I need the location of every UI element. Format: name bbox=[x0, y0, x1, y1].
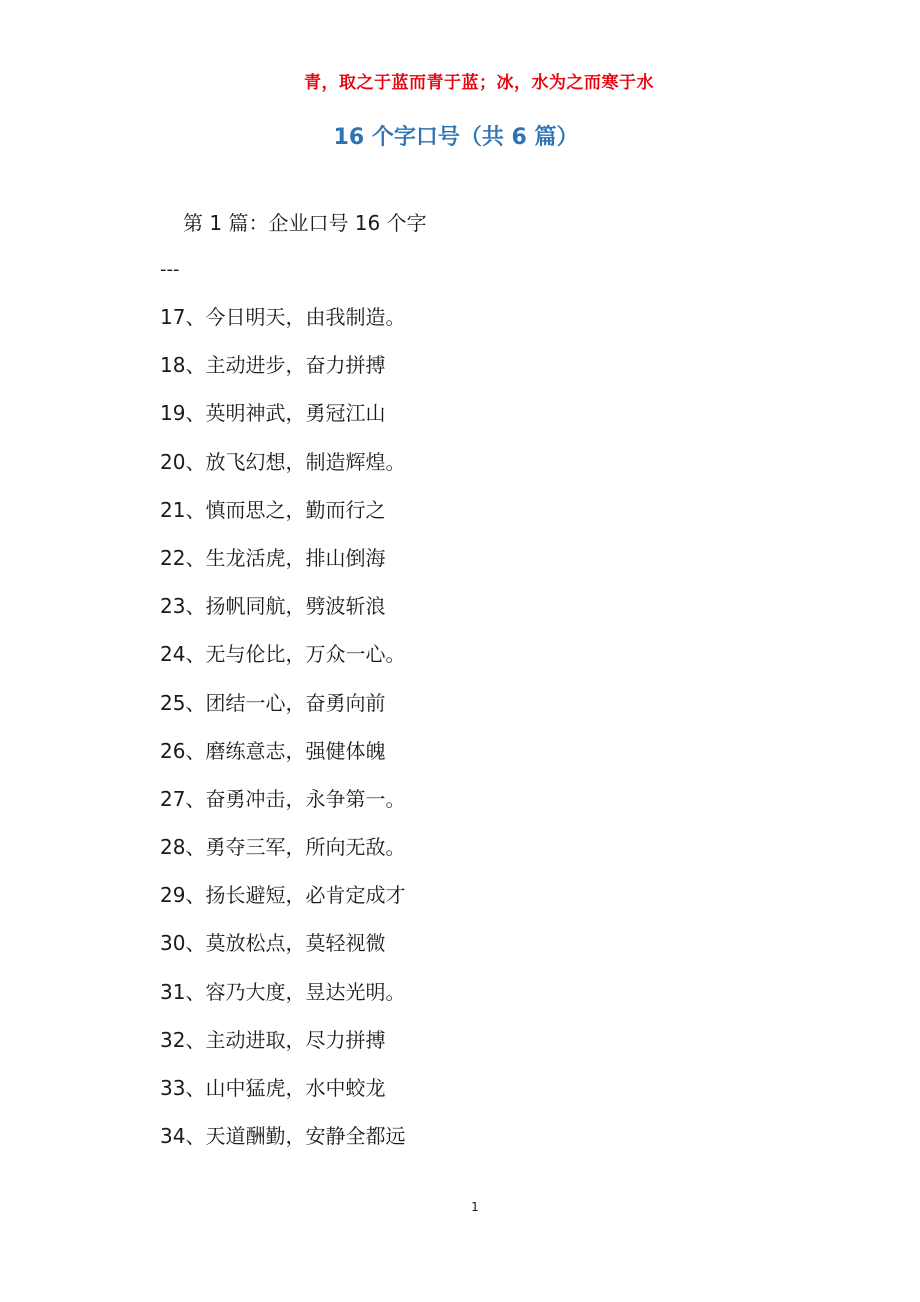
slogan-number: 30、 bbox=[160, 931, 206, 956]
slogan-text: 放飞幻想，制造辉煌。 bbox=[205, 449, 406, 474]
slogan-list bbox=[160, 303, 405, 1170]
slogan-number: 18、 bbox=[160, 353, 206, 378]
slogan-number: 25、 bbox=[160, 690, 206, 715]
slogan-text: 生龙活虎，排山倒海 bbox=[205, 545, 386, 570]
list-item bbox=[160, 496, 405, 544]
list-item bbox=[160, 448, 405, 496]
slogan-text: 今日明天，由我制造。 bbox=[205, 305, 406, 329]
list-item bbox=[160, 399, 405, 447]
list-item bbox=[160, 592, 405, 640]
slogan-text: 扬长避短，必肯定成才 bbox=[205, 883, 406, 908]
slogan-text: 主动进步，奋力拼搏 bbox=[205, 353, 386, 378]
list-item bbox=[160, 785, 405, 833]
slogan-number: 27、 bbox=[160, 786, 206, 811]
document-title: 16 个字口号（共 6 篇） bbox=[333, 125, 579, 150]
list-item bbox=[160, 881, 405, 929]
slogan-number: 23、 bbox=[160, 594, 206, 619]
slogan-text: 天道酬勤，安静全都远 bbox=[205, 1124, 406, 1149]
list-item bbox=[160, 544, 405, 592]
slogan-number: 34、 bbox=[160, 1124, 206, 1149]
slogan-text: 团结一心，奋勇向前 bbox=[205, 690, 386, 715]
slogan-number: 26、 bbox=[160, 738, 206, 763]
slogan-text: 莫放松点，莫轻视微 bbox=[205, 931, 386, 956]
slogan-number: 31、 bbox=[160, 979, 206, 1004]
page-number: 1 bbox=[471, 1200, 479, 1214]
slogan-number: 32、 bbox=[160, 1027, 206, 1052]
slogan-text: 容乃大度，昱达光明。 bbox=[205, 979, 406, 1004]
list-item bbox=[160, 1026, 405, 1074]
slogan-text: 奋勇冲击，永争第一。 bbox=[205, 786, 406, 811]
slogan-number: 33、 bbox=[160, 1076, 206, 1100]
slogan-text: 勇夺三军，所向无敌。 bbox=[205, 835, 406, 860]
slogan-number: 28、 bbox=[160, 835, 206, 860]
list-item bbox=[160, 737, 405, 785]
slogan-text: 山中猛虎，水中蛟龙 bbox=[205, 1076, 386, 1100]
list-item bbox=[160, 978, 405, 1026]
list-item bbox=[160, 929, 405, 977]
list-item bbox=[160, 303, 405, 351]
slogan-text: 英明神武，勇冠江山 bbox=[205, 401, 386, 426]
slogan-text: 磨练意志，强健体魄 bbox=[205, 738, 386, 763]
slogan-text: 扬帆同航，劈波斩浪 bbox=[205, 594, 386, 619]
slogan-number: 29、 bbox=[160, 883, 206, 908]
list-item bbox=[160, 689, 405, 737]
slogan-number: 24、 bbox=[160, 642, 206, 667]
slogan-number: 20、 bbox=[160, 449, 206, 474]
list-item bbox=[160, 640, 405, 688]
separator-line: --- bbox=[160, 259, 180, 280]
slogan-number: 19、 bbox=[160, 401, 206, 426]
header-motto: 青，取之于蓝而青于蓝；冰，水为之而寒于水 bbox=[304, 73, 654, 93]
slogan-number: 21、 bbox=[160, 497, 206, 522]
slogan-text: 主动进取，尽力拼搏 bbox=[205, 1027, 386, 1052]
slogan-text: 慎而思之，勤而行之 bbox=[205, 497, 386, 522]
list-item bbox=[160, 833, 405, 881]
section-heading: 第 1 篇：企业口号 16 个字 bbox=[183, 211, 427, 235]
slogan-number: 22、 bbox=[160, 545, 206, 570]
list-item bbox=[160, 1122, 405, 1170]
list-item bbox=[160, 351, 405, 399]
list-item bbox=[160, 1074, 405, 1122]
slogan-number: 17、 bbox=[160, 305, 206, 329]
slogan-text: 无与伦比，万众一心。 bbox=[205, 642, 406, 667]
